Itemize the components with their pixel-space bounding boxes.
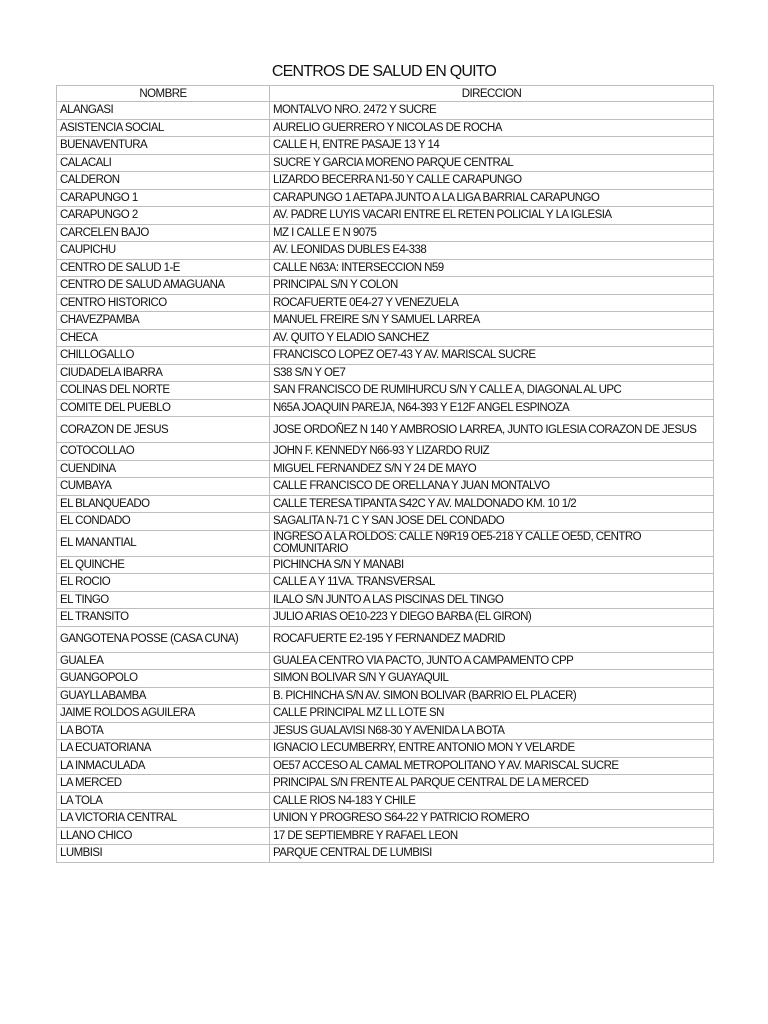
cell-direccion: SUCRE Y GARCIA MORENO PARQUE CENTRAL — [270, 154, 714, 172]
table-row — [57, 626, 714, 652]
cell-direccion: SAN FRANCISCO DE RUMIHURCU S/N Y CALLE A, DIAGONAL AL UPC — [270, 382, 714, 400]
cell-direccion: SAGALITA N-71 C Y SAN JOSE DEL CONDADO — [270, 513, 714, 531]
table-row — [57, 591, 714, 609]
cell-nombre: ALANGASI — [57, 102, 270, 120]
table-row — [57, 513, 714, 531]
column-header-direccion: DIRECCION — [270, 86, 714, 102]
cell-nombre: LLANO CHICO — [57, 827, 270, 845]
cell-nombre: EL QUINCHE — [57, 556, 270, 574]
cell-direccion: 17 DE SEPTIEMBRE Y RAFAEL LEON — [270, 827, 714, 845]
cell-direccion: JESUS GUALAVISI N68-30 Y AVENIDA LA BOTA — [270, 722, 714, 740]
cell-direccion: JOSE ORDOÑEZ N 140 Y AMBROSIO LARREA, JUNTO IGLESIA CORAZON DE JESUS — [270, 417, 714, 443]
cell-direccion: MONTALVO NRO. 2472 Y SUCRE — [270, 102, 714, 120]
cell-nombre: GUALEA — [57, 652, 270, 670]
cell-nombre: CARAPUNGO 2 — [57, 207, 270, 225]
cell-nombre: COMITE DEL PUEBLO — [57, 399, 270, 417]
table-row — [57, 329, 714, 347]
table-row — [57, 102, 714, 120]
cell-direccion: S38 S/N Y OE7 — [270, 364, 714, 382]
cell-nombre: EL BLANQUEADO — [57, 495, 270, 513]
cell-direccion: CALLE A Y 11VA. TRANSVERSAL — [270, 574, 714, 592]
table-row — [57, 845, 714, 863]
cell-nombre: CARCELEN BAJO — [57, 224, 270, 242]
table-row — [57, 574, 714, 592]
table-row — [57, 609, 714, 627]
cell-direccion: SIMON BOLIVAR S/N Y GUAYAQUIL — [270, 670, 714, 688]
table-row — [57, 792, 714, 810]
cell-nombre: LA TOLA — [57, 792, 270, 810]
table-row — [57, 460, 714, 478]
column-header-nombre: NOMBRE — [57, 86, 270, 102]
cell-direccion: INGRESO A LA ROLDOS: CALLE N9R19 OE5-218 Y CALLE OE5D, CENTRO COMUNITARIO — [270, 530, 714, 556]
table-row — [57, 382, 714, 400]
table-row — [57, 670, 714, 688]
table-row — [57, 347, 714, 365]
cell-nombre: CHECA — [57, 329, 270, 347]
cell-direccion: AV. PADRE LUYIS VACARI ENTRE EL RETEN POLICIAL Y LA IGLESIA — [270, 207, 714, 225]
cell-nombre: LA BOTA — [57, 722, 270, 740]
cell-nombre: CENTRO DE SALUD AMAGUANA — [57, 277, 270, 295]
cell-nombre: CALACALI — [57, 154, 270, 172]
table-row — [57, 207, 714, 225]
cell-nombre: ASISTENCIA SOCIAL — [57, 119, 270, 137]
table-row — [57, 417, 714, 443]
table-row — [57, 775, 714, 793]
cell-direccion: ILALO S/N JUNTO A LAS PISCINAS DEL TINGO — [270, 591, 714, 609]
table-row — [57, 652, 714, 670]
table-row — [57, 224, 714, 242]
cell-nombre: CUMBAYA — [57, 478, 270, 496]
cell-direccion: CALLE N63A: INTERSECCION N59 — [270, 259, 714, 277]
cell-direccion: ROCAFUERTE E2-195 Y FERNANDEZ MADRID — [270, 626, 714, 652]
table-row — [57, 242, 714, 260]
cell-nombre: CUENDINA — [57, 460, 270, 478]
table-row — [57, 495, 714, 513]
cell-nombre: CALDERON — [57, 172, 270, 190]
table-row — [57, 259, 714, 277]
cell-direccion: JOHN F. KENNEDY N66-93 Y LIZARDO RUIZ — [270, 443, 714, 461]
table-row — [57, 137, 714, 155]
cell-direccion: UNION Y PROGRESO S64-22 Y PATRICIO ROMERO — [270, 810, 714, 828]
cell-nombre: EL MANANTIAL — [57, 530, 270, 556]
table-row — [57, 443, 714, 461]
health-centers-table — [56, 85, 714, 863]
cell-direccion: CALLE FRANCISCO DE ORELLANA Y JUAN MONTALVO — [270, 478, 714, 496]
cell-nombre: GANGOTENA POSSE (CASA CUNA) — [57, 626, 270, 652]
table-row — [57, 556, 714, 574]
cell-direccion: MANUEL FREIRE S/N Y SAMUEL LARREA — [270, 312, 714, 330]
cell-nombre: LA MERCED — [57, 775, 270, 793]
table-row — [57, 705, 714, 723]
cell-direccion: AV. QUITO Y ELADIO SANCHEZ — [270, 329, 714, 347]
cell-nombre: JAIME ROLDOS AGUILERA — [57, 705, 270, 723]
cell-nombre: COTOCOLLAO — [57, 443, 270, 461]
cell-direccion: CALLE TERESA TIPANTA S42C Y AV. MALDONADO KM. 10 1/2 — [270, 495, 714, 513]
cell-direccion: B. PICHINCHA S/N AV. SIMON BOLIVAR (BARRIO EL PLACER) — [270, 687, 714, 705]
cell-direccion: MIGUEL FERNANDEZ S/N Y 24 DE MAYO — [270, 460, 714, 478]
table-row — [57, 757, 714, 775]
cell-nombre: EL CONDADO — [57, 513, 270, 531]
table-row — [57, 827, 714, 845]
cell-direccion: PRINCIPAL S/N Y COLON — [270, 277, 714, 295]
cell-direccion: CALLE RIOS N4-183 Y CHILE — [270, 792, 714, 810]
cell-direccion: N65A JOAQUIN PAREJA, N64-393 Y E12F ANGEL ESPINOZA — [270, 399, 714, 417]
table-body — [57, 102, 714, 863]
cell-direccion: AURELIO GUERRERO Y NICOLAS DE ROCHA — [270, 119, 714, 137]
cell-direccion: PRINCIPAL S/N FRENTE AL PARQUE CENTRAL DE LA MERCED — [270, 775, 714, 793]
cell-direccion: OE57 ACCESO AL CAMAL METROPOLITANO Y AV. MARISCAL SUCRE — [270, 757, 714, 775]
cell-direccion: LIZARDO BECERRA N1-50 Y CALLE CARAPUNGO — [270, 172, 714, 190]
cell-nombre: LA ECUATORIANA — [57, 740, 270, 758]
document-title: CENTROS DE SALUD EN QUITO — [271, 63, 497, 80]
table-row — [57, 172, 714, 190]
cell-nombre: LA INMACULADA — [57, 757, 270, 775]
cell-nombre: EL ROCIO — [57, 574, 270, 592]
cell-nombre: CARAPUNGO 1 — [57, 189, 270, 207]
cell-nombre: CHAVEZPAMBA — [57, 312, 270, 330]
table-row — [57, 154, 714, 172]
cell-nombre: GUAYLLABAMBA — [57, 687, 270, 705]
table-row — [57, 364, 714, 382]
cell-direccion: GUALEA CENTRO VIA PACTO, JUNTO A CAMPAMENTO CPP — [270, 652, 714, 670]
table-row — [57, 277, 714, 295]
cell-nombre: CAUPICHU — [57, 242, 270, 260]
cell-nombre: LUMBISI — [57, 845, 270, 863]
cell-nombre: BUENAVENTURA — [57, 137, 270, 155]
cell-nombre: COLINAS DEL NORTE — [57, 382, 270, 400]
cell-direccion: PICHINCHA S/N Y MANABI — [270, 556, 714, 574]
table-row — [57, 740, 714, 758]
cell-nombre: CIUDADELA IBARRA — [57, 364, 270, 382]
table-row — [57, 119, 714, 137]
cell-direccion: AV. LEONIDAS DUBLES E4-338 — [270, 242, 714, 260]
table-header-row — [57, 86, 714, 102]
cell-nombre: CORAZON DE JESUS — [57, 417, 270, 443]
table-row — [57, 810, 714, 828]
cell-nombre: CHILLOGALLO — [57, 347, 270, 365]
cell-direccion: CALLE PRINCIPAL MZ LL LOTE SN — [270, 705, 714, 723]
cell-nombre: EL TRANSITO — [57, 609, 270, 627]
cell-nombre: LA VICTORIA CENTRAL — [57, 810, 270, 828]
table-row — [57, 399, 714, 417]
cell-direccion: PARQUE CENTRAL DE LUMBISI — [270, 845, 714, 863]
cell-direccion: FRANCISCO LOPEZ OE7-43 Y AV. MARISCAL SUCRE — [270, 347, 714, 365]
cell-direccion: MZ I CALLE E N 9075 — [270, 224, 714, 242]
table-row — [57, 478, 714, 496]
cell-direccion: CARAPUNGO 1 AETAPA JUNTO A LA LIGA BARRIAL CARAPUNGO — [270, 189, 714, 207]
table-row — [57, 687, 714, 705]
table-row — [57, 722, 714, 740]
table-row — [57, 294, 714, 312]
table-row — [57, 530, 714, 556]
cell-direccion: IGNACIO LECUMBERRY, ENTRE ANTONIO MON Y VELARDE — [270, 740, 714, 758]
cell-direccion: ROCAFUERTE 0E4-27 Y VENEZUELA — [270, 294, 714, 312]
cell-nombre: CENTRO DE SALUD 1-E — [57, 259, 270, 277]
cell-nombre: CENTRO HISTORICO — [57, 294, 270, 312]
cell-nombre: EL TINGO — [57, 591, 270, 609]
table-row — [57, 312, 714, 330]
cell-direccion: CALLE H, ENTRE PASAJE 13 Y 14 — [270, 137, 714, 155]
table-row — [57, 189, 714, 207]
cell-nombre: GUANGOPOLO — [57, 670, 270, 688]
cell-direccion: JULIO ARIAS OE10-223 Y DIEGO BARBA (EL GIRON) — [270, 609, 714, 627]
